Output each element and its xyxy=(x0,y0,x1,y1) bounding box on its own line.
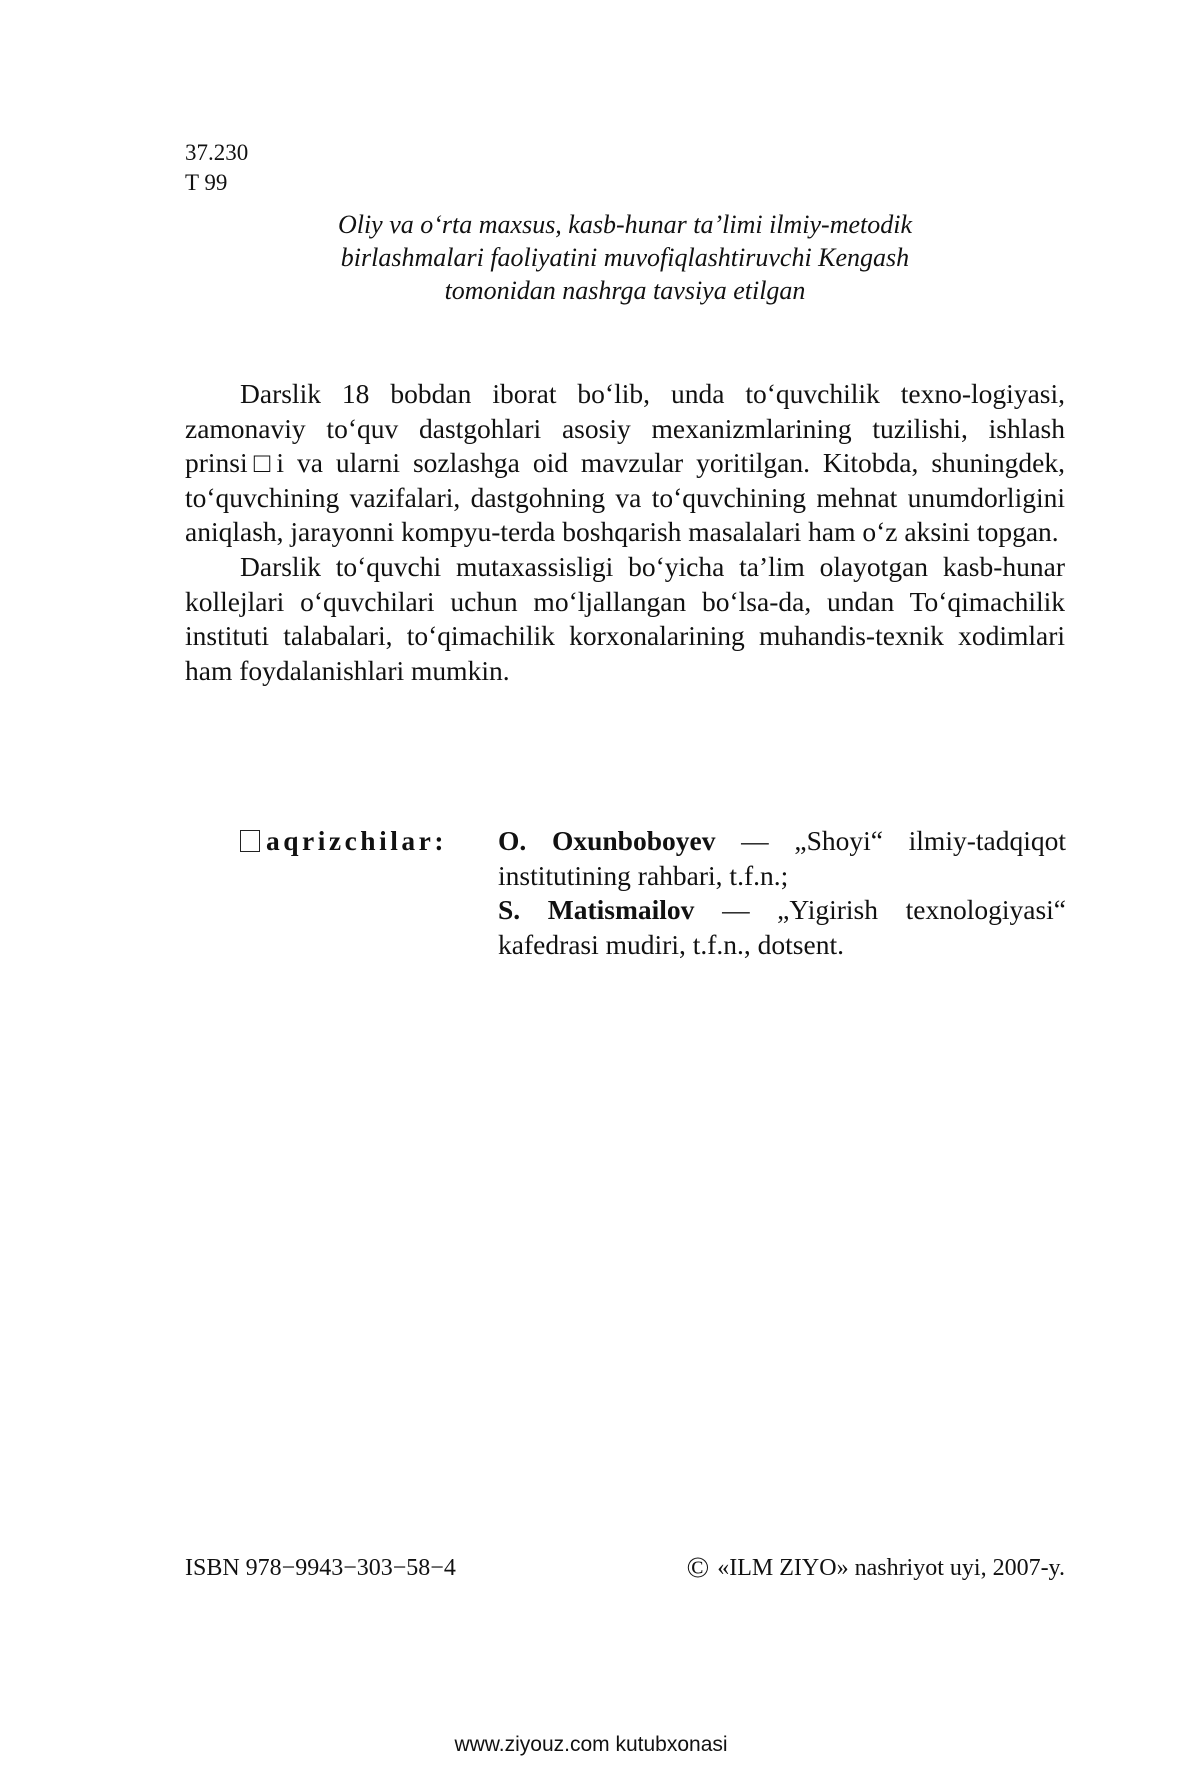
footer-watermark: www.ziyouz.com kutubxonasi xyxy=(454,1733,728,1756)
reviewer-position: kafedrasi mudiri, t.f.n., dotsent. xyxy=(498,928,844,960)
abstract xyxy=(185,377,1065,688)
recommendation-line: birlashmalari faoliyatini muvofiqlashtiruvchi Kengash xyxy=(340,243,910,272)
reviewer-affiliation: — „Yigirish texnologiyasi“ xyxy=(722,894,1066,926)
copyright-line xyxy=(686,1553,1065,1583)
classification-code: 37.230 xyxy=(185,140,249,165)
abstract-paragraph: Darslik to‘quvchi mutaxassisligi bo‘yicha ta’lim olayotgan kasb-hunar kollejlari o‘quvchilari uchun mo‘ljallangan bo‘lsa-da, undan To‘qimachilik instituti talabalari, to‘qimachilik korxonalarining muhandis-texnik xodimlari ham foydalanishlari mumkin. xyxy=(185,550,1065,686)
copyright-text: «ILM ZIYO» nashriyot uyi, 2007-y. xyxy=(717,1555,1065,1581)
reviewer-name: S. Matismailov xyxy=(498,894,695,926)
reviewers-label xyxy=(240,824,447,859)
reviewer-entry xyxy=(498,893,1066,962)
reviewer-name: O. Oxunboboyev xyxy=(498,825,716,856)
classification-block xyxy=(185,138,248,198)
reviewers-label-text: aqrizchilar: xyxy=(266,825,447,856)
abstract-paragraph: Darslik 18 bobdan iborat bo‘lib, unda to‘quvchilik texno-logiyasi, zamonaviy to‘quv dastgohlari asosiy mexanizmlarining tuzilishi, ishlash prinsi□i va ularni sozlashga oid mavzular yoritilgan. Kitobda, shuningdek, to‘quvchining vazifalari, dastgohning va to‘quvchining mehnat unumdorligini aniqlash, jarayonni kompyu-terda boshqarish masalalari ham o‘z aksini topgan. xyxy=(185,378,1065,548)
reviewer-affiliation: — „Shoyi“ ilmiy-tadqiqot xyxy=(741,825,1066,856)
classification-mark: T 99 xyxy=(185,170,228,195)
reviewers-list xyxy=(498,824,1066,962)
isbn: ISBN 978−9943−303−58−4 xyxy=(185,1555,456,1581)
recommendation-line: tomonidan nashrga tavsiya etilgan xyxy=(444,276,806,305)
missing-glyph-icon xyxy=(240,830,260,852)
reviewer-entry xyxy=(498,824,1066,893)
recommendation-note xyxy=(186,208,1064,307)
recommendation-line: Oliy va o‘rta maxsus, kasb-hunar ta’limi ilmiy-metodik xyxy=(337,210,913,239)
reviewer-position: institutining rahbari, t.f.n.; xyxy=(498,859,789,891)
copyright-icon: © xyxy=(686,1551,710,1584)
